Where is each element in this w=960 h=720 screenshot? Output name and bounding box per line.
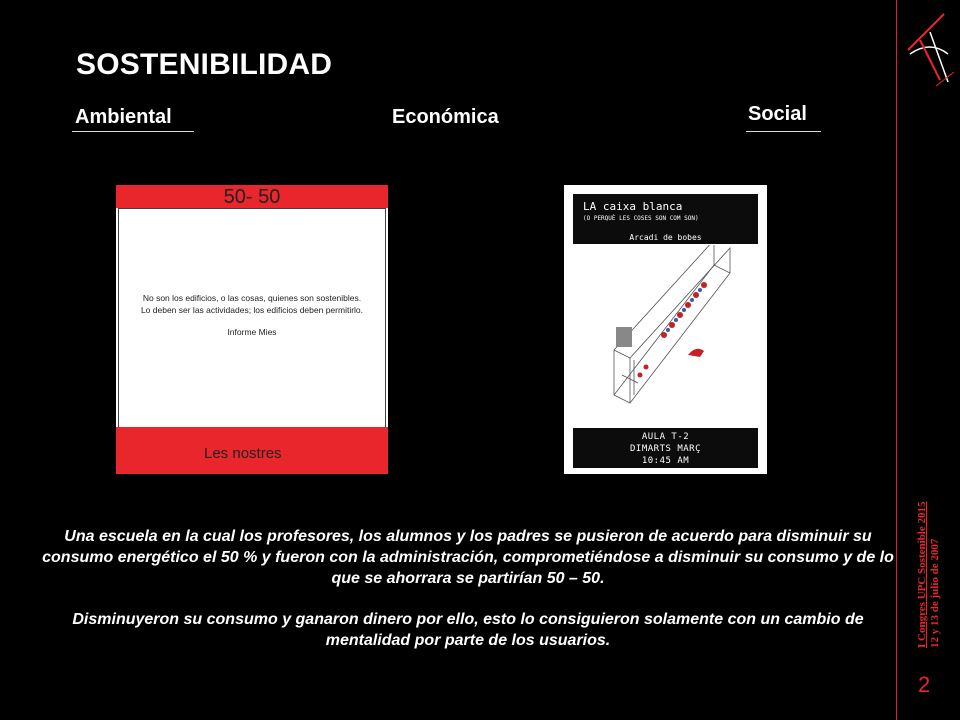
poster-50-50 [116, 185, 388, 474]
tab-social[interactable]: Social [748, 103, 807, 125]
poster-50-50-signature: Informe Mies [227, 327, 277, 337]
poster-caixa-blanca-day: DIMARTS MARÇ [629, 444, 702, 454]
congress-dates: 12 y 13 de julio de 2007 [929, 538, 941, 648]
body-paragraph-2: Disminuyeron su consumo y ganaron dinero por ello, esto lo consiguieron solamente con un cambio de mentalidad por parte de los usuarios. [72, 611, 864, 649]
poster-caixa-blanca-footer [573, 428, 758, 468]
accent-vertical-rule [896, 0, 897, 720]
poster-caixa-blanca-time: 10:45 AM [641, 456, 690, 466]
poster-50-50-line-1: No son los edificios, o las cosas, quienes son sostenibles. [142, 293, 362, 303]
architect-signature-logo-icon [900, 10, 956, 110]
poster-50-50-line-2: Lo deben ser las actividades; los edificios deben permitirlo. [140, 305, 364, 315]
poster-caixa-blanca-title: LA caixa blanca [583, 200, 683, 213]
poster-caixa-blanca-subtitle: (O PERQUÈ LES COSES SON COM SON) [583, 215, 699, 222]
tab-economica[interactable]: Económica [392, 106, 499, 128]
poster-50-50-body [118, 208, 386, 434]
poster-50-50-footer [116, 427, 388, 474]
congress-name[interactable]: I Congres UPC Sostenible 2015 [916, 501, 928, 648]
poster-50-50-header [116, 185, 388, 208]
slide-title: SOSTENIBILIDAD [76, 48, 333, 81]
poster-50-50-footer-text: Les nostres [204, 445, 282, 462]
body-paragraph-1: Una escuela en la cual los profesores, los alumnos y los padres se pusieron de acuerdo para disminuir su consumo energético el 50 % y fueron con la administración, comprometiéndose a disminuir su consumo y de lo que se ahorrara se partirían 50 – 50. [42, 528, 894, 587]
poster-caixa-blanca [564, 185, 767, 474]
poster-caixa-blanca-header [573, 194, 758, 232]
poster-50-50-header-text: 50- 50 [223, 186, 281, 208]
poster-caixa-blanca-room: AULA T-2 [641, 432, 690, 442]
building-sketch-icon [604, 245, 734, 420]
poster-caixa-blanca-band [573, 230, 758, 244]
tab-ambiental[interactable]: Ambiental [75, 106, 172, 128]
congress-footer [916, 448, 944, 648]
page-number: 2 [918, 672, 931, 697]
tab-ambiental-underline [72, 131, 194, 132]
tab-social-underline [746, 131, 821, 132]
poster-caixa-blanca-band-text: Arcadi de bobes [629, 233, 702, 242]
